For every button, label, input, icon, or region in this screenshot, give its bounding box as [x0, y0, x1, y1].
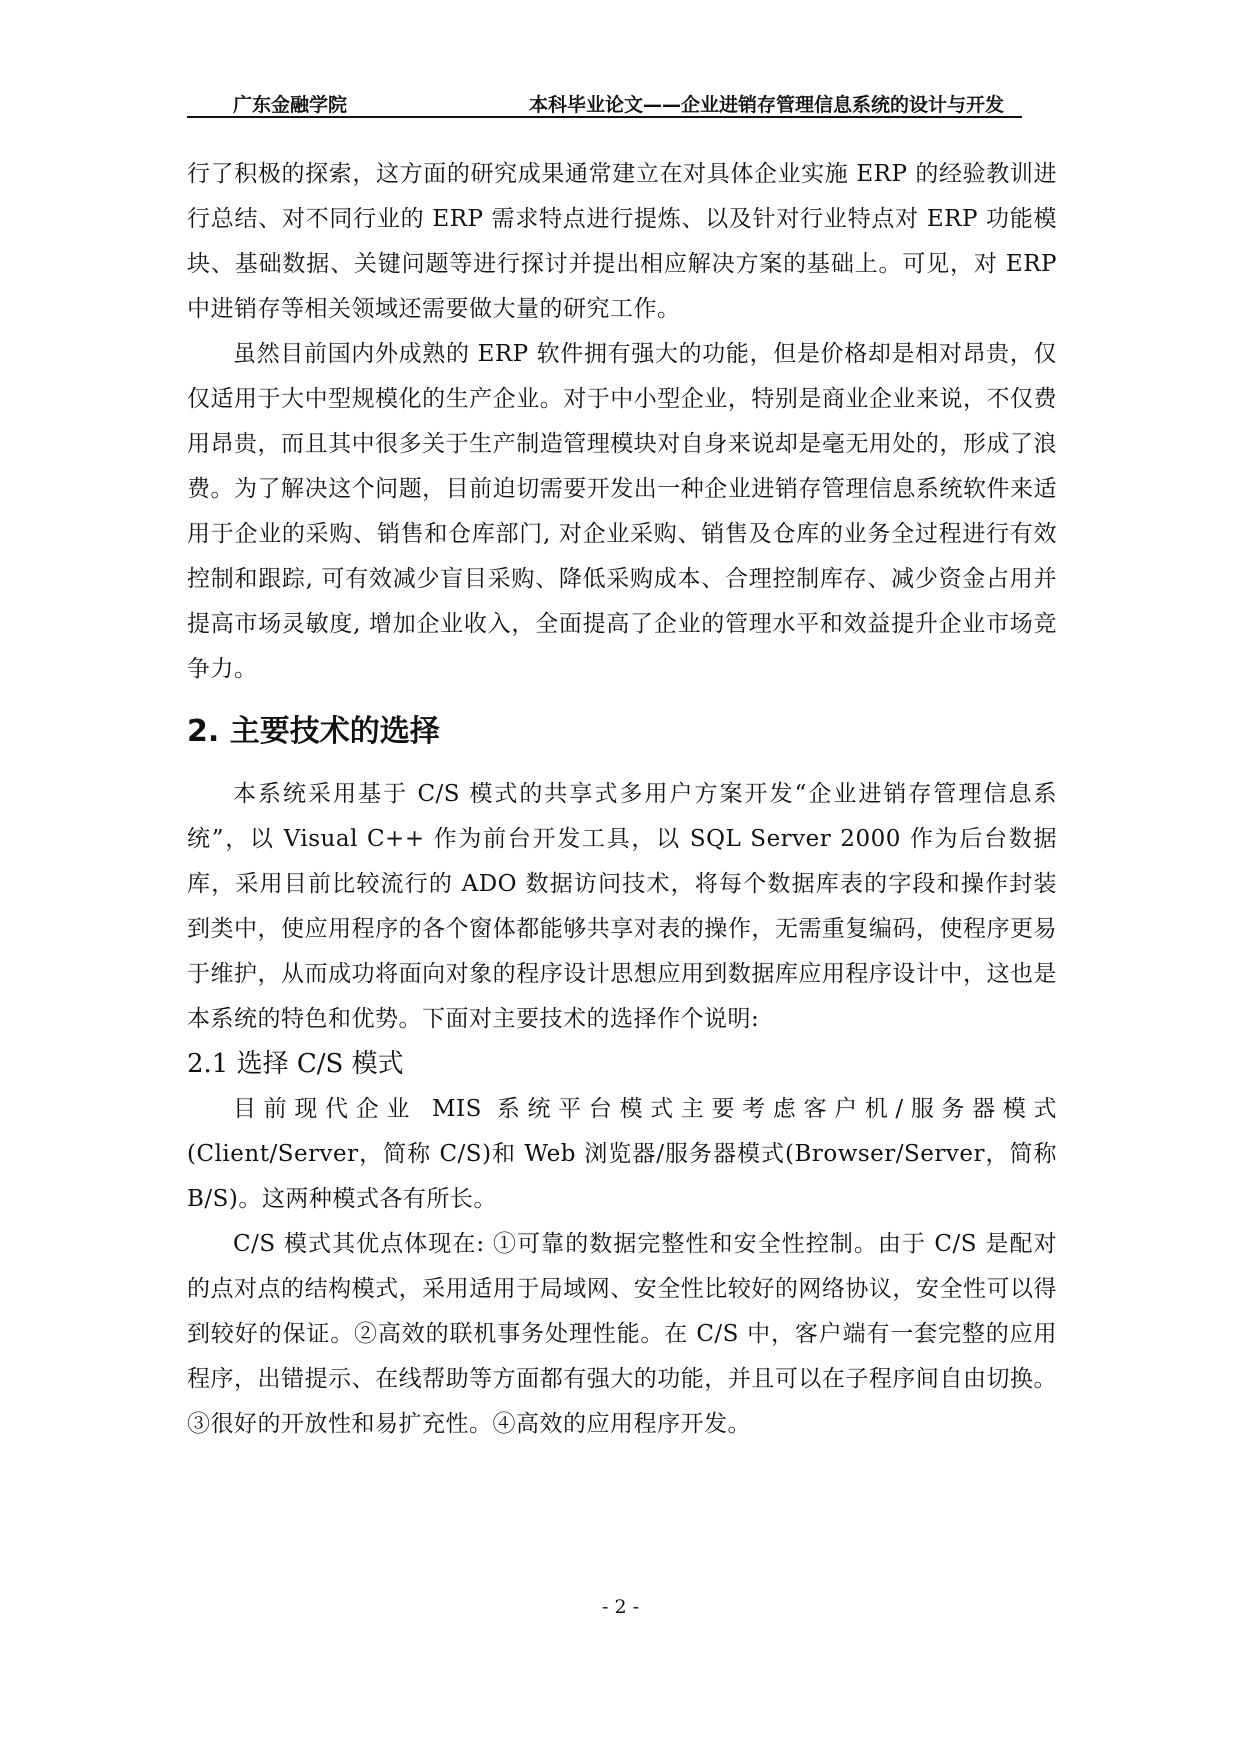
header-institution: 广东金融学院 — [233, 94, 348, 116]
page-content — [187, 152, 1057, 1447]
page-number: - 2 - — [601, 1596, 639, 1618]
paragraph-4: 目前现代企业 MIS 系统平台模式主要考虑客户机/服务器模式(Client/Server，简称 C/S)和 Web 浏览器/服务器模式(Browser/Server，简称 B/S)。这两种模式各有所长。 — [187, 1096, 1057, 1212]
paragraph-5: C/S 模式其优点体现在: ①可靠的数据完整性和安全性控制。由于 C/S 是配对的点对点的结构模式，采用适用于局域网、安全性比较好的网络协议，安全性可以得到较好的保证。②高效的联机事务处理性能。在 C/S 中，客户端有一套完整的应用程序，出错提示、在线帮助等方面都有强大的功能，并且可以在子程序间自由切换。③很好的开放性和易扩充性。④高效的应用程序开发。 — [187, 1231, 1057, 1437]
paragraph-3: 本系统采用基于 C/S 模式的共享式多用户方案开发“企业进销存管理信息系统”，以 Visual C++ 作为前台开发工具，以 SQL Server 2000 作为后台数据库，采用目前比较流行的 ADO 数据访问技术，将每个数据库表的字段和操作封装到类中，使应用程序的各个窗体都能够共享对表的操作，无需重复编码，使程序更易于维护，从而成功将面向对象的程序设计思想应用到数据库应用程序设计中，这也是本系统的特色和优势。下面对主要技术的选择作个说明: — [187, 781, 1057, 1032]
section-heading: 2. 主要技术的选择 — [187, 714, 440, 749]
header-thesis-title: 本科毕业论文——企业进销存管理信息系统的设计与开发 — [528, 94, 1004, 116]
subsection-heading: 2.1 选择 C/S 模式 — [187, 1049, 404, 1079]
page-header — [187, 88, 1022, 118]
paragraph-1: 行了积极的探索，这方面的研究成果通常建立在对具体企业实施 ERP 的经验教训进行总结、对不同行业的 ERP 需求特点进行提炼、以及针对行业特点对 ERP 功能模块、基础数据、关键问题等进行探讨并提出相应解决方案的基础上。可见，对 ERP 中进销存等相关领域还需要做大量的研究工作。 — [187, 161, 1057, 322]
paragraph-2: 虽然目前国内外成熟的 ERP 软件拥有强大的功能，但是价格却是相对昂贵，仅仅适用于大中型规模化的生产企业。对于中小型企业，特别是商业企业来说，不仅费用昂贵，而且其中很多关于生产制造管理模块对自身来说却是毫无用处的，形成了浪费。为了解决这个问题，目前迫切需要开发出一种企业进销存管理信息系统软件来适用于企业的采购、销售和仓库部门, 对企业采购、销售及仓库的业务全过程进行有效控制和跟踪, 可有效减少盲目采购、降低采购成本、合理控制库存、减少资金占用并提高市场灵敏度, 增加企业收入，全面提高了企业的管理水平和效益提升企业市场竞争力。 — [187, 341, 1057, 682]
